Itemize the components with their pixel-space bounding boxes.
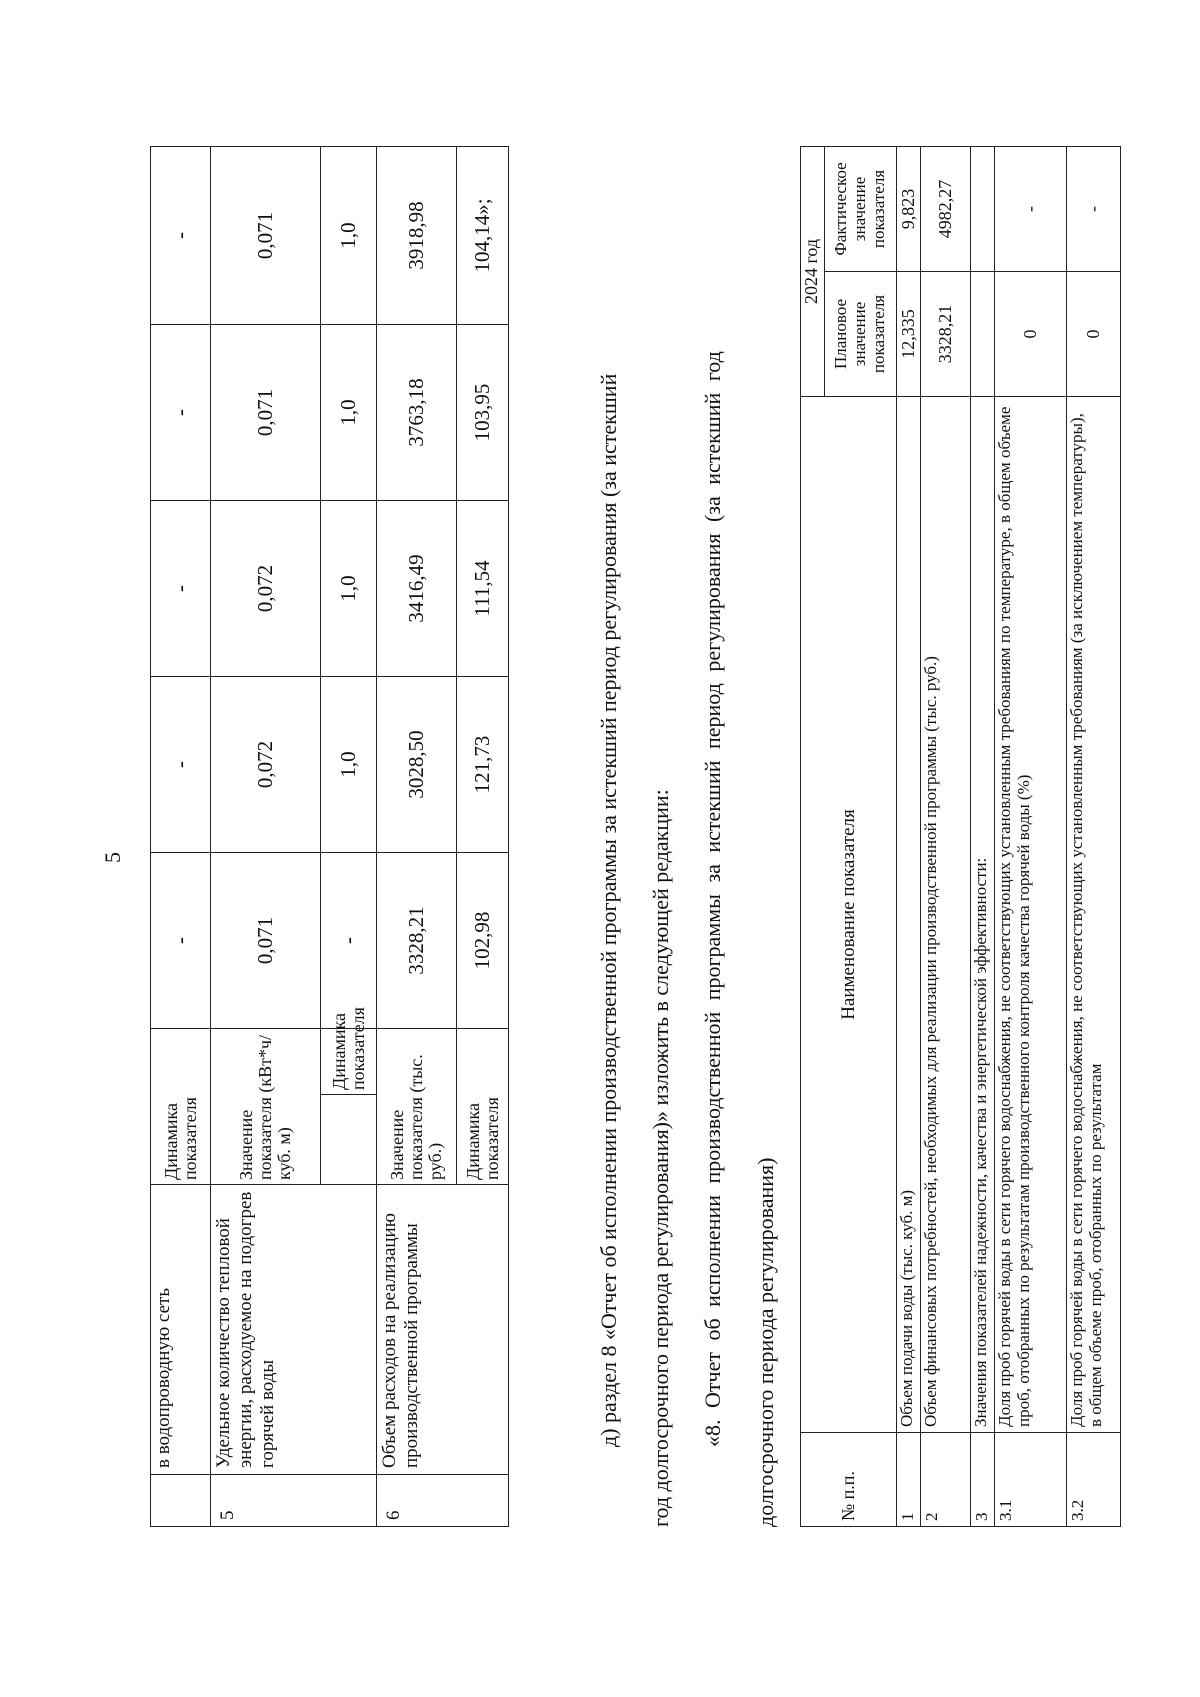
page-number: 5 (100, 852, 125, 863)
paragraph-section-8-title-continued: долгосрочного периода регулирования) (753, 1157, 778, 1527)
indicator-name: Доля проб горячей воды в сети горячего водоснабжения, не соответствующих установленным требованиям (за исключением температуры), в общем объеме проб, отобранных по результатам (1067, 397, 1121, 1433)
table-header-row (801, 146, 825, 1526)
paragraph-section-d: д) раздел 8 «Отчет об исполнении производственной программы за истекший период регулирования (за истекший (596, 373, 621, 1447)
row-number: 3.1 (995, 1433, 1067, 1527)
indicator-name: в водопроводную сеть (151, 1185, 211, 1475)
indicator-name: Доля проб горячей воды в сети горячего водоснабжения, не соответствующих установленным требованиям по температуре, в общем объеме проб, отобранных по результатам производственного контроля качества горячей воды (%) (995, 397, 1067, 1433)
row-number (151, 1475, 211, 1527)
indicator-name: Удельное количество тепловой энергии, расходуемое на подогрев горячей воды (211, 1185, 377, 1475)
actual-value: 4982,27 (921, 146, 971, 271)
value-cell: 3416,49 (377, 501, 457, 677)
value-cell: 1,0 (321, 501, 377, 677)
value-cell: 0,072 (211, 501, 321, 677)
indicator-unit: Динамика показателя (321, 1029, 377, 1095)
value-cell: 3763,18 (377, 325, 457, 501)
actual-value (971, 146, 995, 271)
row-number: 3.2 (1067, 1433, 1121, 1527)
table-row (1067, 146, 1121, 1526)
table-row (995, 146, 1067, 1526)
value-cell: - (151, 677, 211, 853)
value-cell: 0,072 (211, 677, 321, 853)
value-cell: - (151, 501, 211, 677)
row-number: 1 (897, 1433, 921, 1527)
header-planned: Плановое значение показателя (825, 272, 897, 397)
indicator-name: Объем подачи воды (тыс. куб. м) (897, 397, 921, 1433)
value-cell: - (151, 853, 211, 1029)
value-cell: 111,54 (457, 501, 509, 677)
value-cell: 3918,98 (377, 147, 457, 325)
indicator-unit: Динамика показателя (151, 1029, 211, 1185)
planned-value: 0 (1067, 272, 1121, 397)
value-cell: - (151, 147, 211, 325)
indicator-unit: Динамика показателя (457, 1029, 509, 1185)
planned-value: 0 (995, 272, 1067, 397)
value-cell: 3028,50 (377, 677, 457, 853)
value-cell: 1,0 (321, 677, 377, 853)
planned-value: 12,335 (897, 272, 921, 397)
value-cell: 0,071 (211, 325, 321, 501)
indicator-name: Значения показателей надежности, качества и энергетической эффективности: (971, 397, 995, 1433)
row-number: 6 (377, 1475, 509, 1527)
value-cell: 104,14»; (457, 147, 509, 325)
header-indicator-name: Наименование показателя (801, 397, 897, 1433)
paragraph-section-d-continued: год долгосрочного периода регулирования)» изложить в следующей редакции: (648, 789, 673, 1527)
table-row (897, 146, 921, 1526)
table-row (971, 146, 995, 1526)
row-number: 3 (971, 1433, 995, 1527)
production-program-report-table (800, 146, 1121, 1527)
table-row (921, 146, 971, 1526)
actual-value: - (995, 146, 1067, 271)
indicator-unit: Значение показателя (кВт*ч/куб. м) (211, 1029, 321, 1185)
indicator-name: Объем финансовых потребностей, необходимых для реализации производственной программы (тыс. руб.) (921, 397, 971, 1433)
actual-value: 9,823 (897, 146, 921, 271)
table-row (377, 147, 457, 1527)
table-row (151, 147, 211, 1527)
indicators-table-continued (150, 146, 509, 1527)
planned-value: 3328,21 (921, 272, 971, 397)
value-cell: 102,98 (457, 853, 509, 1029)
value-cell: - (151, 325, 211, 501)
value-cell: 3328,21 (377, 853, 457, 1029)
value-cell: 0,071 (211, 853, 321, 1029)
table-row (211, 147, 321, 1527)
value-cell: - (321, 853, 377, 1029)
value-cell: 1,0 (321, 325, 377, 501)
header-year: 2024 год (801, 146, 825, 396)
paragraph-section-8-title: «8. Отчет об исполнении производственной программы за истекший период регулирования (за истекший год (700, 351, 725, 1447)
header-actual: Фактическое значение показателя (825, 146, 897, 271)
row-number: 2 (921, 1433, 971, 1527)
indicator-name: Объем расходов на реализацию производственной программы (377, 1185, 509, 1475)
value-cell: 1,0 (321, 147, 377, 325)
value-cell: 121,73 (457, 677, 509, 853)
value-cell: 103,95 (457, 325, 509, 501)
indicator-unit: Значение показателя (тыс. руб.) (377, 1029, 457, 1185)
row-number: 5 (211, 1475, 377, 1527)
header-number: № п.п. (801, 1433, 897, 1527)
actual-value: - (1067, 146, 1121, 271)
planned-value (971, 272, 995, 397)
empty-cell (321, 1095, 377, 1185)
value-cell: 0,071 (211, 147, 321, 325)
